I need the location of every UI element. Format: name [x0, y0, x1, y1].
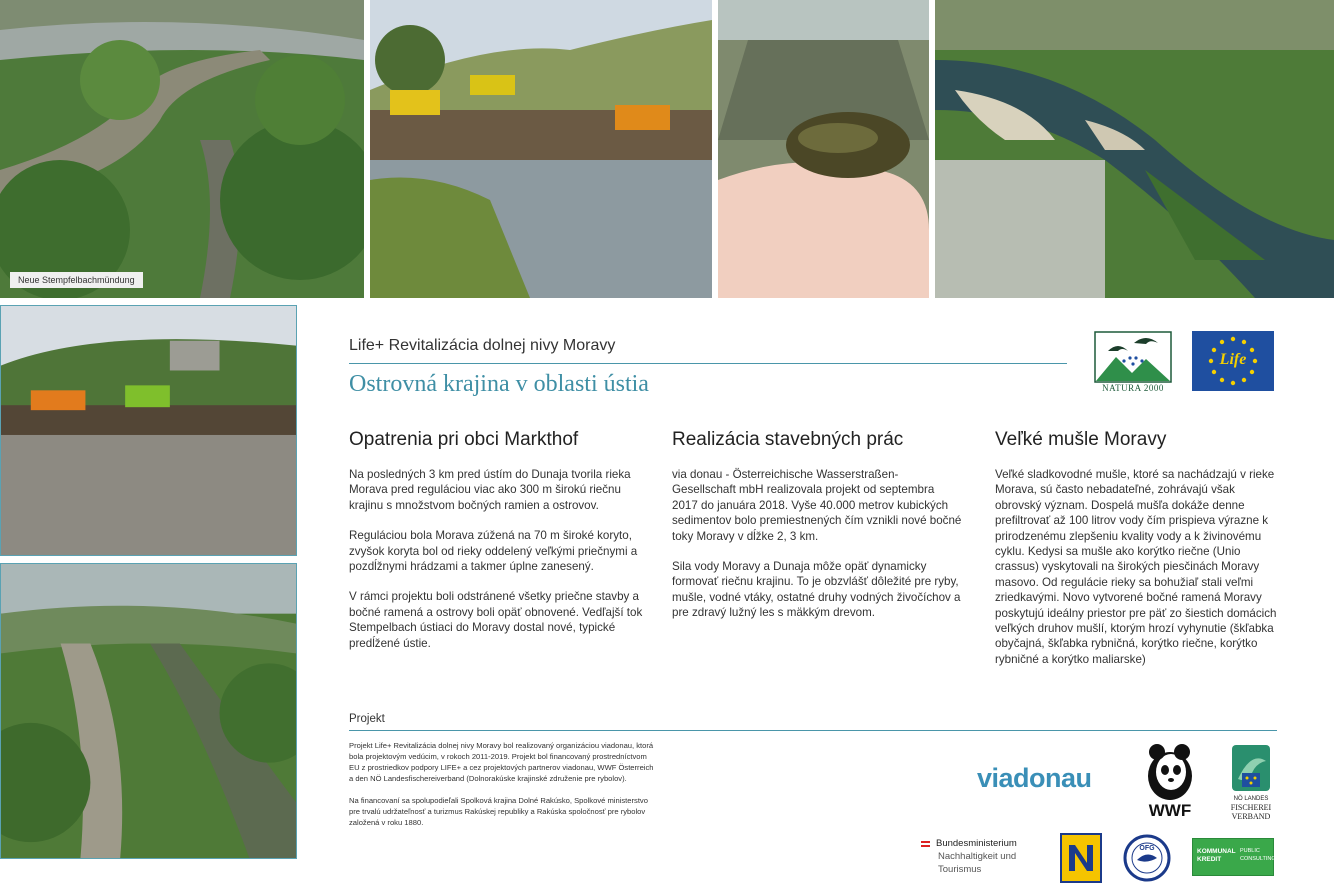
column-1-paragraph: Na posledných 3 km pred ústím do Dunaja tvorila rieka Morava pred reguláciou viac ako 300 m širokú riečnu krajinu s množstvom bočných ramien a ostrovov.	[349, 468, 631, 512]
photo-aerial-new-branch	[0, 563, 297, 859]
ministry-label-3: Tourismus	[938, 864, 982, 875]
column-1-text	[349, 467, 649, 666]
photo-mussel-in-hand	[718, 0, 929, 298]
photo-aerial-river-mouth	[0, 0, 364, 298]
column-2-text	[672, 467, 962, 636]
kommunal-label-2: KREDIT	[1197, 856, 1222, 863]
kommunal-label-3: PUBLIC	[1240, 848, 1260, 854]
lower-austria-logo	[1060, 833, 1102, 883]
fischerei-label-3: VERBAND	[1231, 812, 1271, 821]
photo-construction-site	[0, 305, 297, 556]
photo-excavators	[370, 0, 712, 298]
ofg-logo	[1123, 834, 1171, 882]
project-paragraph: Na financovaní sa spolupodieľali Spolková krajina Dolné Rakúsko, Spolkové ministerstvo pre trvalú udržateľnosť a turizmus Rakúskej republiky a Rakúska spoločnosť pre rybolov založená v roku 1880.	[349, 796, 648, 827]
page-title: Ostrovná krajina v oblasti ústia	[349, 371, 649, 397]
fischerei-verband-logo	[1226, 743, 1276, 821]
project-text	[349, 740, 654, 839]
fischerei-label-1: NÖ LANDES	[1233, 796, 1269, 802]
kommunalkredit-logo	[1192, 838, 1274, 876]
natura-2000-logo	[1094, 331, 1172, 396]
project-title: Life+ Revitalizácia dolnej nivy Moravy	[349, 337, 616, 354]
wwf-logo	[1140, 740, 1200, 822]
project-paragraph: Projekt Life+ Revitalizácia dolnej nivy Moravy bol realizovaný organizáciou viadonau, ktorá bola projektovým vedúcim, v rokoch 2011-2019. Projekt bol financovaný prostredníctvom EU z prostriedkov podpory LIFE+ a cez projektových partnerov viadonau, WWF Österreich a den NÖ Landesfischereiverband (Dolnorakúske krajinské združenie pre rybolov).	[349, 741, 654, 783]
natura-2000-label: NATURA 2000	[1102, 383, 1164, 393]
column-1-heading: Opatrenia pri obci Markthof	[349, 429, 579, 450]
column-1-paragraph: Reguláciou bola Morava zúžená na 70 m široké koryto, zvyšok koryta bol od rieky oddelený veľkými priečnymi a pozdĺžnymi hrádzami a takmer úplne zanesený.	[349, 529, 638, 574]
column-3-heading: Veľké mušle Moravy	[995, 429, 1167, 450]
project-divider	[349, 730, 1277, 731]
photo-aerial-islands	[935, 0, 1334, 298]
eu-life-logo	[1192, 331, 1274, 391]
life-label: Life	[1219, 351, 1247, 368]
column-2-heading: Realizácia stavebných prác	[672, 429, 904, 450]
kommunal-label-4: CONSULTING	[1240, 856, 1276, 862]
project-label: Projekt	[349, 713, 385, 725]
photo-caption: Neue Stempfelbachmündung	[10, 272, 143, 288]
ministry-label-1: Bundesministerium	[936, 838, 1017, 849]
column-1-paragraph: V rámci projektu boli odstránené všetky priečne stavby a bočné ramená a ostrovy boli opäť obnovené. Vedľajší tok Stempelbach ústiaci do Moravy dostal nové, typické predĺžené ústie.	[349, 590, 643, 650]
column-2-paragraph: via donau - Österreichische Wasserstraßen-Gesellschaft mbH realizovala projekt od septembra 2017 do januára 2018. Vyše 40.000 metrov kubických sedimentov bolo premiestnených čím vznikli nové bočné toky Moravy v dĺžke 2, 3 km.	[672, 468, 962, 543]
viadonau-logo: viadonau	[977, 763, 1092, 793]
wwf-label: WWF	[1148, 801, 1192, 820]
fischerei-label-2: FISCHEREI	[1230, 803, 1272, 812]
austria-flag-icon	[921, 841, 930, 847]
column-2-paragraph: Sila vody Moravy a Dunaja môže opäť dynamicky formovať riečnu krajinu. To je obzvlášť dôležité pre ryby, mušle, vodné vtáky, ostatné druhy vodných živočíchov a pre zdravý lužný les s mäkkým drevom.	[672, 560, 961, 620]
kommunal-label-1: KOMMUNAL	[1197, 848, 1236, 855]
ofg-label: ÖFG	[1139, 845, 1155, 852]
column-3-paragraph: Veľké sladkovodné mušle, ktoré sa nachádzajú v rieke Morava, sú často nebadateľné, zohrávajú však obrovský význam. Dospelá mušľa dokáže denne prefiltrovať až 100 litrov vody čím prispieva výrazne k prirodzenému zlepšeniu kvality vody a k živinovému cyklu. Kedysi sa mušle ako korýtko riečne (Unio crassus) vyskytovali na širokých piesčinách Moravy masovo. Od regulácie rieky sa bohužiaľ stali veľmi zriedkavými. Novo vytvorené bočné ramená Moravy poskytujú ideálny priestor pre päť zo šiestich domácich veľkých druhov mušlí, ktorým hrozí vyhynutie (škľabka obyčajná, škľabka rybničná, korýtko riečne, korýtko rybničné a korýtko maliarske)	[995, 468, 1277, 666]
header-divider	[349, 363, 1067, 364]
ministry-label-2: Nachhaltigkeit und	[938, 851, 1017, 862]
ministry-logo	[921, 838, 1041, 880]
column-3-text	[995, 467, 1280, 682]
